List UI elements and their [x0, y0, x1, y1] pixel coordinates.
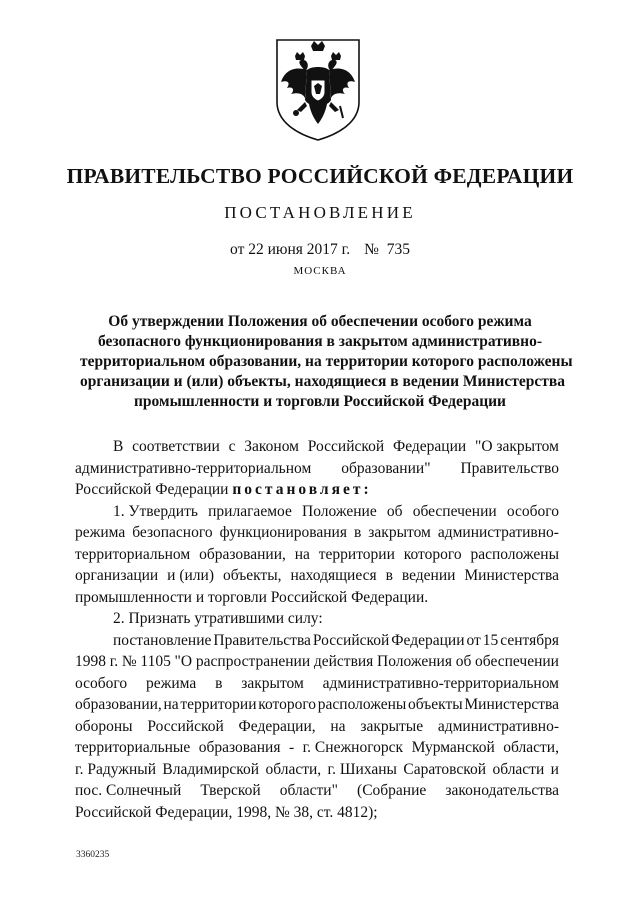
word: законодательства — [445, 782, 559, 799]
body-line — [75, 759, 559, 781]
word: функционирования — [219, 524, 347, 541]
word: Федерации — [392, 438, 467, 455]
word: об — [386, 502, 403, 520]
word: образования — [198, 739, 281, 756]
word: образовании, — [199, 545, 286, 563]
city: МОСКВА — [293, 265, 347, 277]
word: объекты, — [222, 567, 282, 584]
word: 1. Утвердить — [113, 502, 198, 520]
word: Владимирской — [162, 760, 260, 778]
word: сентября — [500, 631, 559, 649]
word: территориальные — [75, 739, 191, 756]
word: административно- — [437, 524, 559, 541]
body-line — [75, 737, 559, 759]
body-line — [75, 436, 559, 458]
word: территориальном — [75, 545, 191, 563]
body-line — [75, 544, 559, 566]
word: области — [492, 760, 545, 778]
word: "О закрытом — [475, 438, 559, 455]
word: Законом — [244, 438, 299, 455]
word: действия — [313, 653, 374, 670]
footer-code: 3360235 — [76, 850, 110, 860]
body-line — [75, 522, 559, 544]
word: режима — [75, 524, 126, 541]
word: территории — [180, 696, 257, 713]
title-line: Об утверждении Положения об обеспечении особого режима — [108, 313, 532, 330]
word: образовании" — [341, 459, 431, 477]
body-line — [75, 716, 559, 738]
document-title — [80, 312, 573, 412]
word: области, — [503, 739, 559, 756]
word: соответствии — [132, 438, 220, 455]
word: режима — [145, 674, 197, 692]
title-line: организации и (или) объекты, находящиеся в ведении Министерства — [80, 373, 565, 390]
word: находящиеся — [290, 567, 377, 584]
word: Российской — [307, 438, 385, 455]
body-line: промышленности и торговли Российской Федерации. — [75, 588, 429, 606]
word: г. Снежногорск — [302, 739, 404, 756]
title-line: безопасного функционирования в закрытом административно- — [97, 333, 542, 350]
coat-of-arms-icon — [273, 36, 363, 144]
word: территории — [318, 545, 395, 563]
government-name: ПРАВИТЕЛЬСТВО РОССИЙСКОЙ ФЕДЕРАЦИИ — [66, 164, 574, 188]
body-line — [75, 501, 559, 523]
resolves-word: постановляет: — [232, 481, 372, 498]
word: закрытом — [241, 674, 304, 692]
word: образовании, — [75, 696, 162, 713]
word: и — [550, 760, 559, 778]
word: постановление — [113, 631, 212, 649]
word: обеспечении — [412, 502, 497, 520]
body-line — [75, 630, 559, 652]
document-date: от 22 июня 2017 г. — [230, 241, 351, 258]
word: Правительство — [460, 459, 559, 477]
word: Положения — [377, 653, 452, 670]
word: 1105 — [140, 653, 171, 670]
word: расположены — [317, 696, 407, 713]
word: (Собрание — [357, 782, 427, 799]
number-label: № — [364, 241, 379, 258]
word: Федерации — [391, 631, 465, 649]
word: В — [113, 438, 124, 455]
word: Положение — [302, 502, 377, 520]
word: области" — [279, 782, 338, 799]
word: ведении — [401, 567, 456, 584]
word: которого — [403, 545, 462, 563]
word: безопасного — [132, 524, 213, 541]
word: на — [163, 696, 179, 713]
word: особого — [75, 674, 128, 692]
word: и (или) — [167, 567, 214, 584]
document-date-number — [0, 241, 640, 259]
word: г. Шиханы — [327, 760, 397, 778]
word: в — [215, 674, 223, 692]
word: на — [330, 717, 346, 735]
word: об — [455, 653, 472, 670]
word: "О распространении — [174, 653, 311, 670]
body-line: 2. Признать утратившими силу: — [113, 610, 323, 627]
word: Министерства — [464, 567, 559, 584]
word: административно-территориальном — [75, 459, 312, 477]
word: в — [353, 524, 362, 541]
word: закрытые — [360, 717, 424, 735]
body-line — [75, 673, 559, 695]
body-line — [75, 780, 559, 802]
word: Министерства — [464, 696, 559, 713]
word: Федерации, — [238, 717, 316, 735]
document-number: 735 — [386, 241, 410, 258]
word: Мурманской — [411, 739, 495, 756]
word: обеспечении — [475, 653, 559, 670]
word: Российской — [312, 631, 390, 649]
word: на — [294, 545, 310, 563]
word: области, — [265, 760, 322, 778]
word: особого — [506, 502, 559, 520]
body-line — [75, 694, 559, 716]
word: от — [466, 631, 481, 649]
word: административно-территориальном — [322, 674, 559, 692]
word: - — [288, 739, 295, 756]
word: 15 — [482, 631, 499, 649]
word: организации — [75, 567, 159, 584]
word: г. Радужный — [75, 760, 157, 778]
word: Правительства — [213, 631, 311, 649]
word: № — [121, 653, 137, 670]
body-line — [75, 565, 559, 587]
document-body — [75, 436, 559, 823]
body-text: Российской Федерации — [75, 481, 233, 498]
word: обороны — [75, 717, 133, 735]
word: административно- — [437, 717, 559, 735]
word: расположены — [470, 545, 559, 563]
word: Саратовской — [403, 760, 487, 778]
word: объекты — [408, 696, 463, 713]
body-line — [75, 651, 559, 673]
word: в — [385, 567, 393, 584]
document-type: ПОСТАНОВЛЕНИЕ — [224, 203, 416, 222]
body-line — [75, 479, 559, 501]
body-line — [75, 458, 559, 480]
word: которого — [258, 696, 317, 713]
word: закрытом — [368, 524, 431, 541]
word: прилагаемое — [208, 502, 292, 520]
word: Тверской — [200, 782, 261, 799]
title-line: промышленности и торговли Российской Федерации — [134, 393, 506, 410]
word: 1998 — [75, 653, 106, 670]
word: с — [228, 438, 236, 455]
word: г. — [109, 653, 119, 670]
title-line: территориальном образовании, на территории которого расположены — [80, 353, 573, 370]
word: Российской — [147, 717, 224, 735]
body-line: Российской Федерации, 1998, № 38, ст. 4812); — [75, 803, 378, 821]
word: пос. Солнечный — [75, 782, 182, 799]
